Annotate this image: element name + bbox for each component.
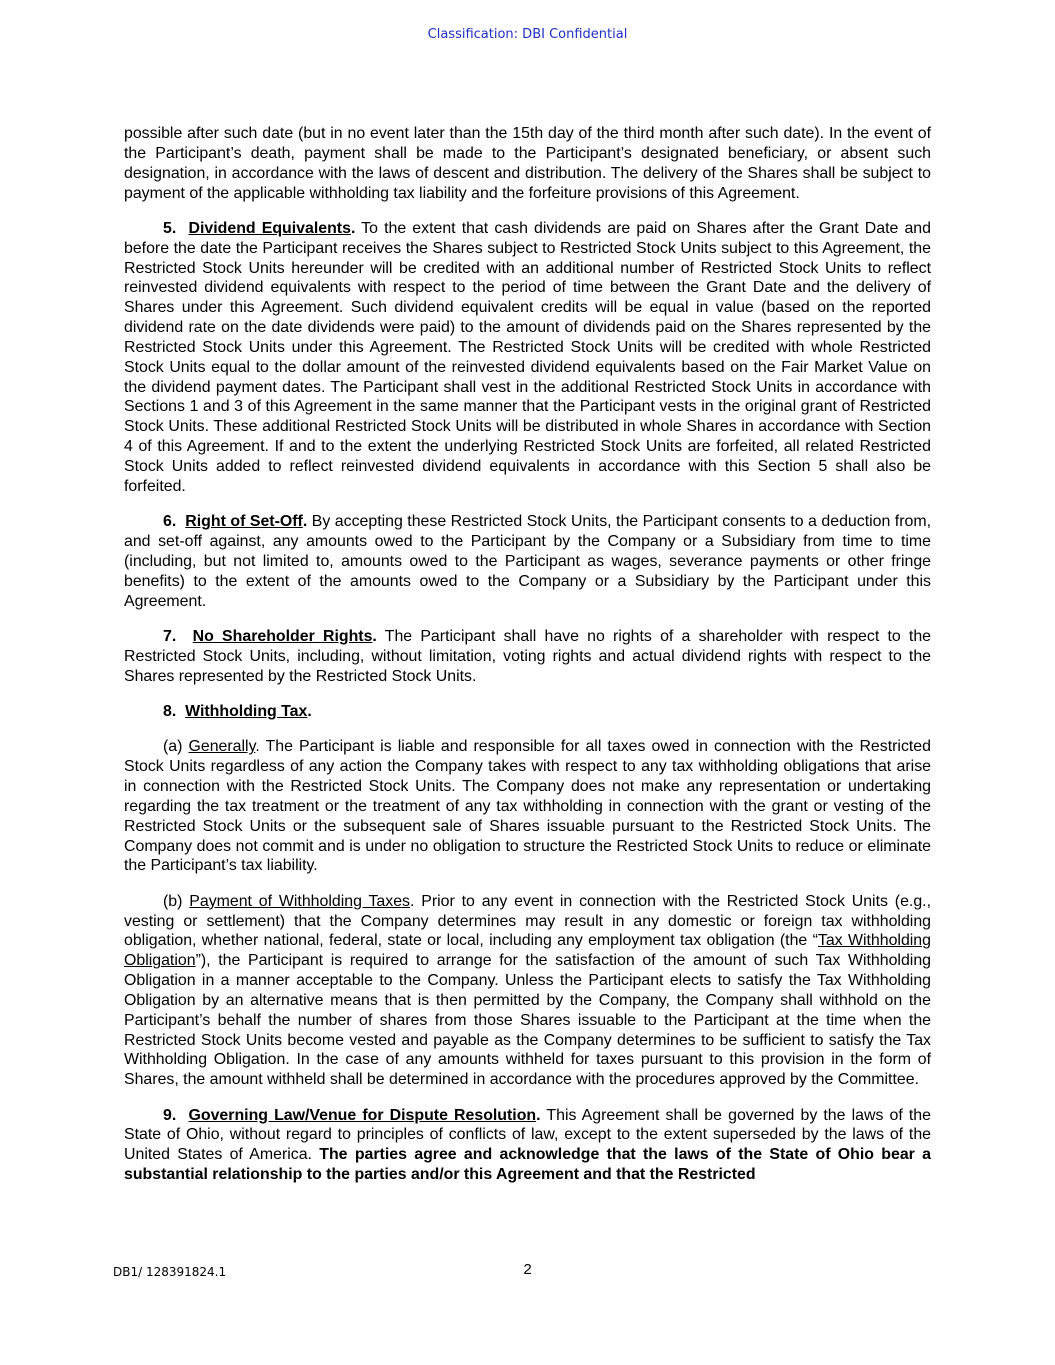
section-9-number: 9. — [163, 1106, 177, 1124]
section-8b-text-2: ”), the Participant is required to arrange for the satisfaction of the amount of such Tax Withholding Obligation in a manner acceptable to the Company. Unless the Participant elects to satisfy the Tax Withholding Obligation by an alternative means that is then permitted by the Company, the Company shall withhold on the Participant’s behalf the number of shares from those Shares issuable to the Participant at the time when the Restricted Stock Units become vested and payable as the Company determines to be sufficient to satisfy the Tax Withholding Obligation. In the case of any amounts withheld for taxes pursuant to this provision in the form of Shares, the amount withheld shall be determined in accordance with the procedures approved by the Committee. — [124, 952, 931, 1089]
section-9-text: This Agreement shall be governed by the laws of the State of Ohio, without regard to principles of conflicts of law, except to the extent superseded by the laws of the United States of America. — [124, 1106, 931, 1164]
section-9-bold-text: The parties agree and acknowledge that the laws of the State of Ohio bear a substantial relationship to the parties and/or this Agreement and that the Restricted — [124, 1146, 931, 1184]
section-7-text: The Participant shall have no rights of a shareholder with respect to the Restricted Stock Units, including, without limitation, voting rights and actual dividend rights with respect to the Shares represented by the Restricted Stock Units. — [124, 627, 931, 685]
section-9 — [124, 1106, 931, 1185]
section-8a-label: (a) — [163, 738, 189, 756]
section-8b — [124, 892, 931, 1090]
section-8a-title: Generally — [188, 738, 256, 756]
section-7-title: No Shareholder Rights — [192, 627, 373, 645]
section-8a — [124, 737, 931, 876]
section-8 — [124, 702, 931, 722]
section-5 — [124, 219, 931, 497]
section-6-text: By accepting these Restricted Stock Units, the Participant consents to a deduction from, and set-off against, any amounts owed to the Participant by the Company or a Subsidiary from time to time (including, but not limited to, amounts owed to the Participant as wages, severance payments or other fringe benefits) to the extent of the amounts owed to the Company or a Subsidiary by the Participant under this Agreement. — [124, 513, 932, 610]
section-8b-label: (b) — [163, 892, 190, 910]
section-8-title: Withholding Tax — [185, 702, 308, 720]
section-8-punct: . — [307, 702, 312, 720]
document-body — [124, 124, 931, 1201]
document-id: DB1/ 128391824.1 — [113, 1265, 227, 1279]
section-5-number: 5. — [163, 219, 177, 237]
section-7 — [124, 627, 931, 687]
section-8-number: 8. — [163, 702, 177, 720]
page-number: 2 — [523, 1261, 532, 1278]
section-7-number: 7. — [163, 627, 177, 645]
section-6-punct: . — [302, 513, 308, 531]
section-6-title: Right of Set-Off — [185, 513, 303, 531]
section-9-title: Governing Law/Venue for Dispute Resolution — [188, 1106, 537, 1124]
classification-header: Classification: DBI Confidential — [427, 27, 628, 42]
section-9-punct: . — [536, 1106, 541, 1124]
section-6 — [124, 512, 931, 611]
section-8b-text-1: . Prior to any event in connection with the Restricted Stock Units (e.g., vesting or settlement) that the Company determines may result in any domestic or foreign tax withholding obligation, whether national, federal, state or local, including any employment tax obligation (the “ — [124, 892, 931, 950]
intro-paragraph: possible after such date (but in no event later than the 15th day of the third month after such date). In the event of the Participant’s death, payment shall be made to the Participant’s designated beneficiary, or absent such designation, in accordance with the laws of descent and distribution. The delivery of the Shares shall be subject to payment of the applicable withholding tax liability and the forfeiture provisions of this Agreement. — [124, 125, 931, 202]
section-5-text: To the extent that cash dividends are paid on Shares after the Grant Date and before the date the Participant receives the Shares subject to Restricted Stock Units subject to this Agreement, the Restricted Stock Units hereunder will be credited with an additional number of Restricted Stock Units to reflect reinvested dividend equivalents with respect to the period of time between the Grant Date and the delivery of Shares under this Agreement. Such dividend equivalent credits will be equal in value (based on the reported dividend rate on the date dividends were paid) to the amount of dividends paid on the Shares represented by the Restricted Stock Units under this Agreement. The Restricted Stock Units will be credited with whole Restricted Stock Units equal to the dollar amount of the reinvested dividend equivalents based on the Fair Market Value on the dividend payment dates. The Participant shall vest in the additional Restricted Stock Units in accordance with Sections 1 and 3 of this Agreement in the same manner that the Participant vests in the original grant of Restricted Stock Units. These additional Restricted Stock Units will be distributed in whole Shares in accordance with Section 4 of this Agreement. If and to the extent the underlying Restricted Stock Units are forfeited, all related Restricted Stock Units added to reflect reinvested dividend equivalents in accordance with this Section 5 shall also be forfeited. — [124, 219, 931, 495]
section-8b-defined-term: Tax Withholding Obligation — [124, 932, 931, 970]
section-6-number: 6. — [163, 513, 177, 531]
section-5-title: Dividend Equivalents — [188, 219, 351, 237]
section-8a-text: . The Participant is liable and responsible for all taxes owed in connection with the Restricted Stock Units regardless of any action the Company takes with respect to any tax withholding obligations that arise in connection with the Restricted Stock Units. The Company does not make any representation or undertaking regarding the tax treatment or the treatment of any tax withholding in connection with the grant or vesting of the Restricted Stock Units or the subsequent sale of Shares issuable pursuant to the Restricted Stock Units. The Company does not commit and is under no obligation to structure the Restricted Stock Units to reduce or eliminate the Participant’s tax liability. — [124, 738, 931, 875]
section-8b-title: Payment of Withholding Taxes — [189, 892, 410, 910]
section-7-punct: . — [372, 627, 377, 645]
section-5-punct: . — [350, 219, 356, 237]
